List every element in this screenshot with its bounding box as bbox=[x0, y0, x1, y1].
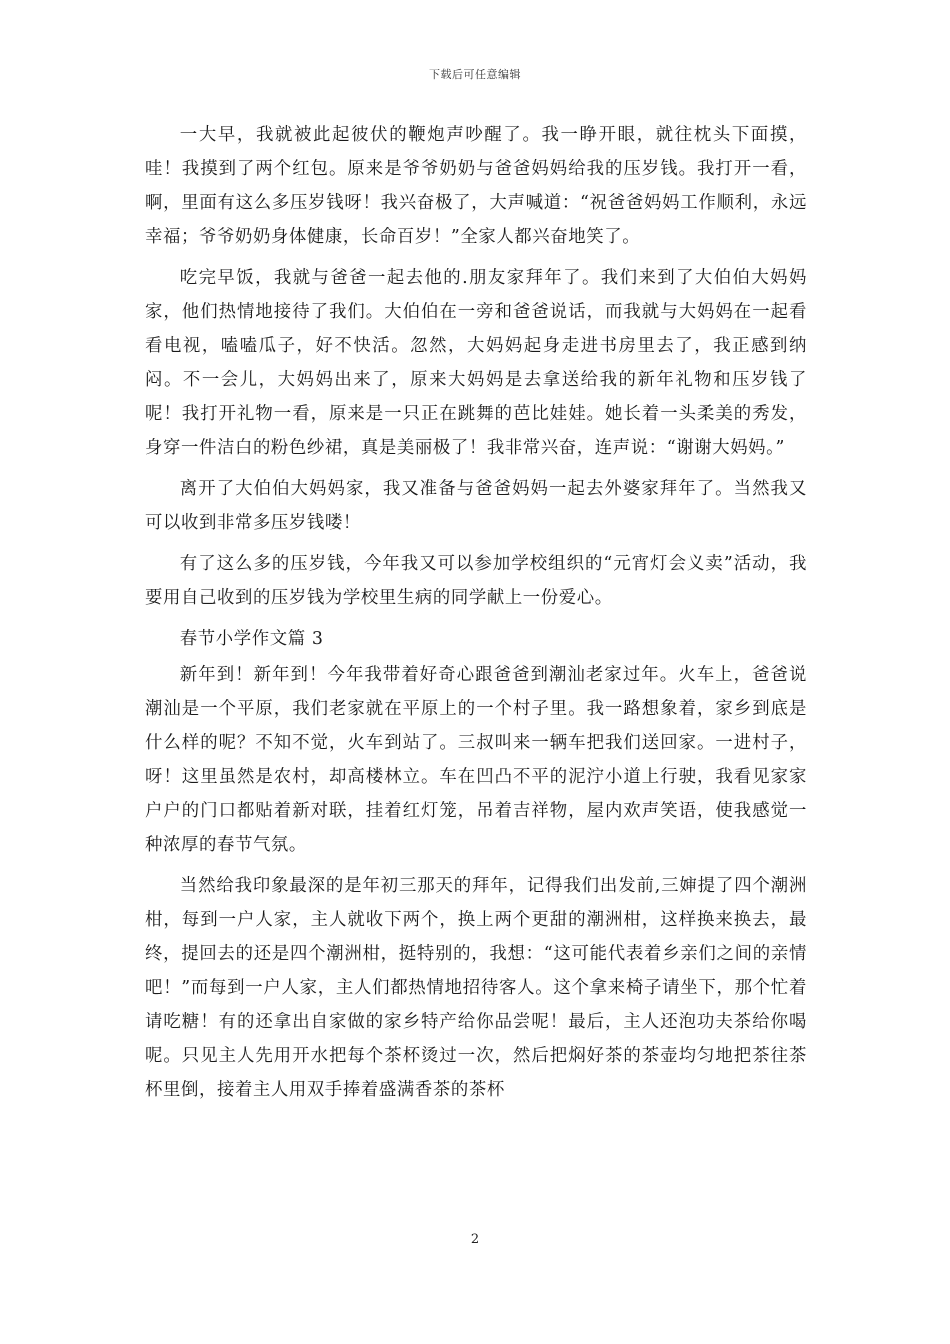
paragraph: 当然给我印象最深的是年初三那天的拜年，记得我们出发前,三婶提了四个潮洲柑，每到一户人家，主人就收下两个，换上两个更甜的潮洲柑，这样换来换去，最终，提回去的还是四个潮洲柑，挺特别的，我想：“这可能代表着乡亲们之间的亲情吧！”而每到一户人家，主人们都热情地招待客人。这个拿来椅子请坐下，那个忙着请吃糖！有的还拿出自家做的家乡特产给你品尝呢！最后，主人还泡功夫茶给你喝呢。只见主人先用开水把每个茶杯烫过一次，然后把焖好茶的茶壶均匀地把茶往茶杯里倒，接着主人用双手捧着盛满香茶的茶杯 bbox=[145, 876, 807, 1100]
page-header: 下载后可任意编辑 bbox=[429, 68, 521, 81]
section-title: 春节小学作文篇 3 bbox=[179, 629, 324, 649]
document-body bbox=[145, 118, 807, 1114]
paragraph: 吃完早饭，我就与爸爸一起去他的.朋友家拜年了。我们来到了大伯伯大妈妈家，他们热情地接待了我们。大伯伯在一旁和爸爸说话，而我就与大妈妈在一起看看电视，嗑嗑瓜子，好不快活。忽然，大妈妈起身走进书房里去了，我正感到纳闷。不一会儿，大妈妈出来了，原来大妈妈是去拿送给我的新年礼物和压岁钱了呢！我打开礼物一看，原来是一只正在跳舞的芭比娃娃。她长着一头柔美的秀发，身穿一件洁白的粉色纱裙，真是美丽极了！我非常兴奋，连声说：“谢谢大妈妈。” bbox=[145, 268, 807, 458]
paragraph: 新年到！新年到！今年我带着好奇心跟爸爸到潮汕老家过年。火车上，爸爸说潮汕是一个平原，我们老家就在平原上的一个村子里。我一路想象着，家乡到底是什么样的呢？不知不觉，火车到站了。三叔叫来一辆车把我们送回家。一进村子，呀！这里虽然是农村，却高楼林立。车在凹凸不平的泥泞小道上行驶，我看见家家户户的门口都贴着新对联，挂着红灯笼，吊着吉祥物，屋内欢声笑语，使我感觉一种浓厚的春节气氛。 bbox=[145, 665, 807, 855]
paragraph: 离开了大伯伯大妈妈家，我又准备与爸爸妈妈一起去外婆家拜年了。当然我又可以收到非常多压岁钱喽！ bbox=[145, 479, 807, 533]
page-number: 2 bbox=[470, 1232, 480, 1247]
paragraph: 一大早，我就被此起彼伏的鞭炮声吵醒了。我一睁开眼，就往枕头下面摸，哇！我摸到了两个红包。原来是爷爷奶奶与爸爸妈妈给我的压岁钱。我打开一看，啊，里面有这么多压岁钱呀！我兴奋极了，大声喊道：“祝爸爸妈妈工作顺利，永远幸福；爷爷奶奶身体健康，长命百岁！”全家人都兴奋地笑了。 bbox=[145, 125, 807, 247]
paragraph: 有了这么多的压岁钱，今年我又可以参加学校组织的“元宵灯会义卖”活动，我要用自己收到的压岁钱为学校里生病的同学献上一份爱心。 bbox=[145, 554, 807, 608]
